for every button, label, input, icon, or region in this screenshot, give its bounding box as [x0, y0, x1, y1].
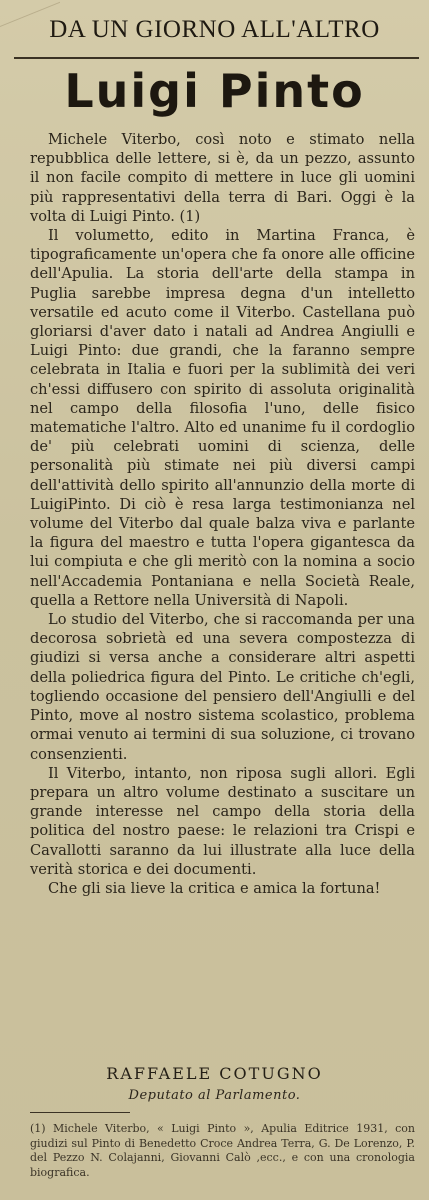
- article-body: [30, 130, 415, 898]
- article-paragraph: Che gli sia lieve la critica e amica la fortuna!: [48, 879, 381, 897]
- footnote: (1) Michele Viterbo, « Luigi Pinto », Apulia Editrice 1931, con giudizi sul Pinto di Benedetto Croce Andrea Terra, G. De Lorenzo, P. del Pezzo N. Colajanni, Giovanni Calò ,ecc., e con una cronologia biografica.: [30, 1122, 415, 1179]
- author-role: Deputato al Parlamento.: [128, 1088, 301, 1103]
- footnote-rule: [30, 1112, 130, 1113]
- author-signature: RAFFAELE COTUGNO: [106, 1064, 323, 1083]
- article-paragraph: Il Viterbo, intanto, non riposa sugli allori. Egli prepara un altro volume destinato a suscitare un grande interesse nel campo della storia della politica del nostro paese: le relazioni tra Crispi e Cavallotti saranno da lui illustrate alla luce della verità storica e dei documenti.: [30, 764, 415, 878]
- article-paragraph: Lo studio del Viterbo, che si raccomanda per una decorosa sobrietà ed una severa compostezza di giudizi si versa anche a considerare altri aspetti della poliedrica figura del Pinto. Le critiche ch'egli, togliendo occasione del pensiero dell'Angiulli e del Pinto, move al nostro sistema scolastico, problema ormai venuto ai termini di sua soluzione, ci trovano consenzienti.: [30, 611, 415, 763]
- article-headline: Luigi Pinto: [64, 64, 365, 118]
- header-rule: [14, 57, 419, 59]
- article-paragraph: Michele Viterbo, così noto e stimato nella repubblica delle lettere, si è, da un pezzo, assunto il non facile compito di mettere in luce gli uomini più rappresentativi della terra di Bari. Oggi è la volta di Luigi Pinto. (1): [30, 131, 415, 225]
- section-kicker: DA UN GIORNO ALL'ALTRO: [49, 16, 380, 43]
- article-paragraph: Il volumetto, edito in Martina Franca, è tipograficamente un'opera che fa onore alle officine dell'Apulia. La storia dell'arte della stampa in Puglia sarebbe impresa degna d'un intelletto versatile ed acuto come il Viterbo. Castellana può gloriarsi d'aver dato i natali ad Andrea Angiulli e Luigi Pinto: due grandi, che la faranno sempre celebrata in Italia e fuori per la sublimità dei veri ch'essi diffusero con spirito di assoluta originalità nel campo della filosofia l'uno, delle fisico matematiche l'altro. Alto ed unanime fu il cordoglio de' più celebrati uomini di scienza, delle personalità più stimate nei più diversi campi dell'attività dello spirito all'annunzio della morte di LuigiPinto. Di ciò è resa larga testimonianza nel volume del Viterbo dal quale balza viva e parlante la figura del maestro e tutta l'opera gigantesca da lui compiuta e che gli meritò con la nomina a socio nell'Accademia Pontaniana e nella Società Reale, quella a Rettore nella Università di Napoli.: [30, 227, 415, 609]
